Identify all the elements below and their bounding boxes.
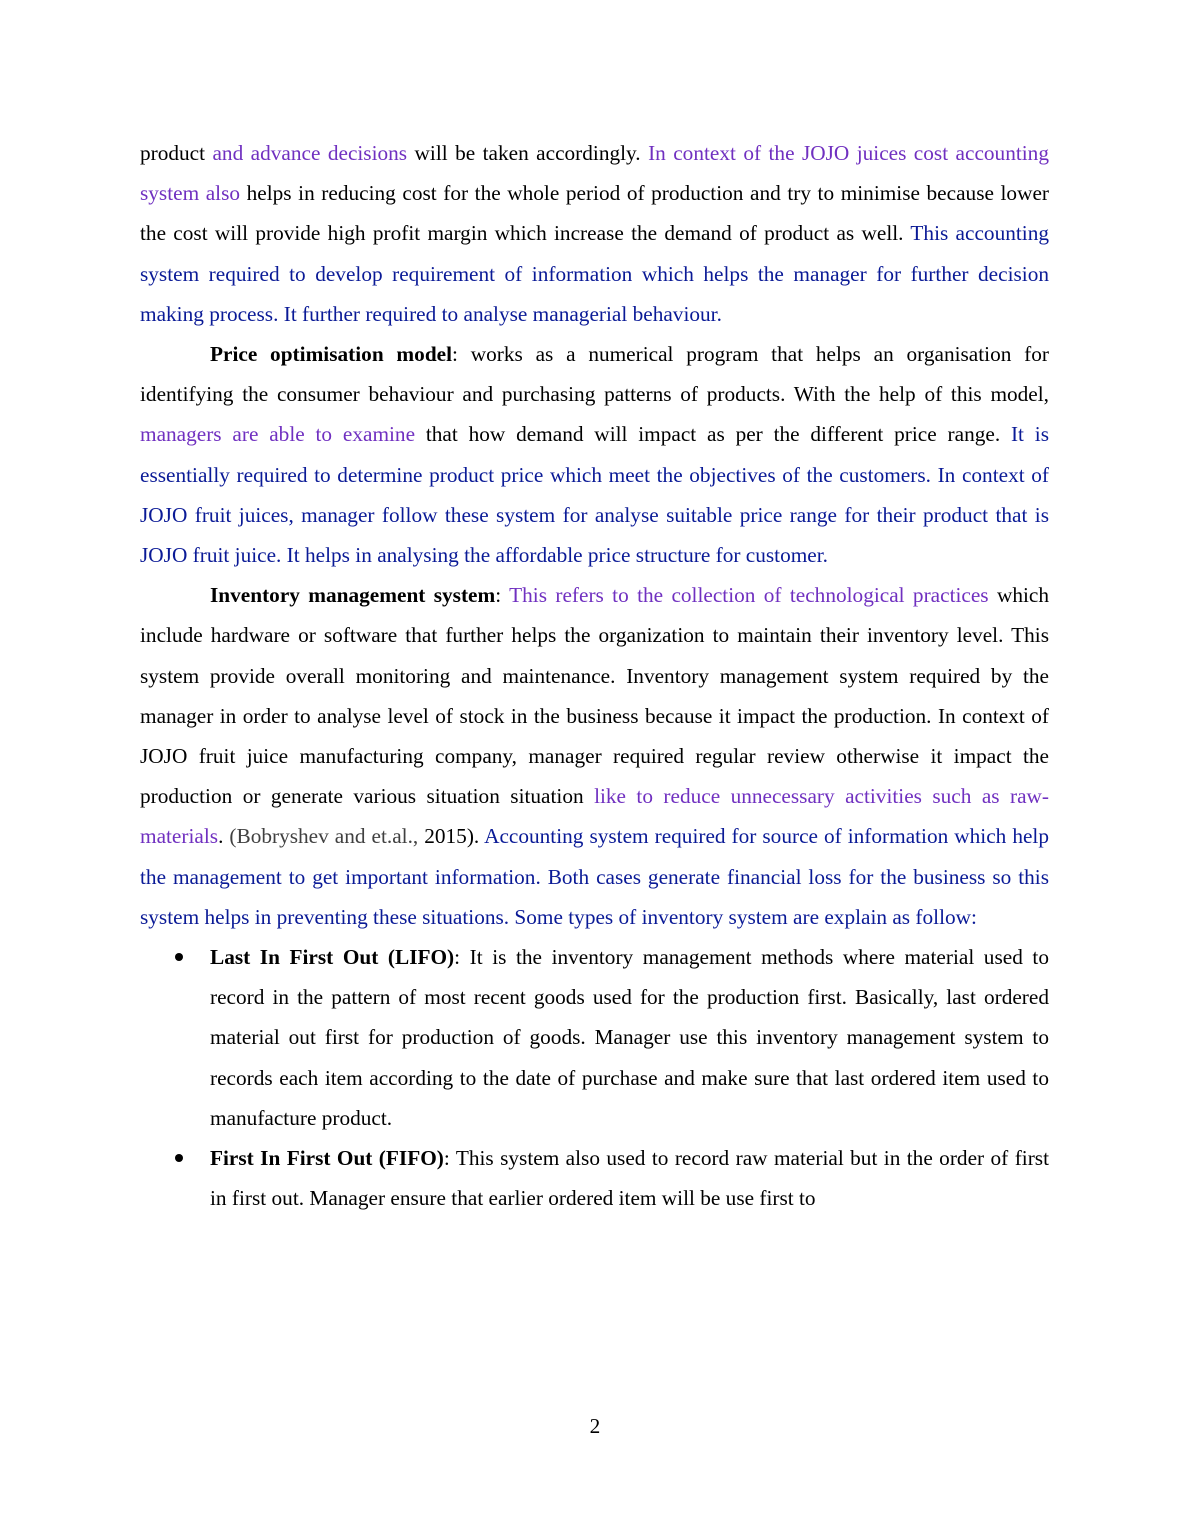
list-item-lifo: Last In First Out (LIFO): It is the inventory management methods where material used to record in the pattern of most recent goods used for the production first. Basically, last ordered material out first for production of goods. Manager use this inventory management system to records each item according to the date of purchase and make sure that last ordered item used to manufacture product. [140, 937, 1049, 1138]
paragraph-price-optimisation: Price optimisation model: works as a numerical program that helps an organisation for identifying the consumer behaviour and purchasing patterns of products. With the help of this model, managers are able to examine that how demand will impact as per the different price range. It is essentially required to determine product price which meet the objectives of the customers. In context of JOJO fruit juices, manager follow these system for analyse suitable price range for their product that is JOJO fruit juice. It helps in analysing the affordable price structure for customer. [140, 342, 1049, 568]
bullet-icon [175, 953, 183, 961]
inventory-methods-list [140, 937, 1049, 1218]
paragraph-inventory-management: Inventory management system: This refers to the collection of technological practices which include hardware or software that further helps the organization to maintain their inventory level. This system provide overall monitoring and maintenance. Inventory management system required by the manager in order to analyse level of stock in the business because it impact the production. In context of JOJO fruit juice manufacturing company, manager required regular review otherwise it impact the production or generate various situation situation like to reduce unnecessary activities such as raw-materials. (Bobryshev and et.al., 2015). Accounting system required for source of information which help the management to get important information. Both cases generate financial loss for the business so this system helps in preventing these situations. Some types of inventory system are explain as follow: [140, 583, 1050, 929]
bullet-icon [175, 1154, 183, 1162]
heading-price-optimisation-model: Price optimisation model [210, 342, 453, 367]
paragraph-intro: product and advance decisions will be taken accordingly. In context of the JOJO juices cost accounting system also helps in reducing cost for the whole period of production and try to minimise because lower the cost will provide high profit margin which increase the demand of product as well. This accounting system required to develop requirement of information which helps the manager for further decision making process. It further required to analyse managerial behaviour. [140, 141, 1049, 326]
list-item-fifo: First In First Out (FIFO): This system also used to record raw material but in the order of first in first out. Manager ensure that earlier ordered item will be use first to [140, 1138, 1049, 1218]
document-body [140, 133, 1049, 1218]
heading-inventory-management-system: Inventory management system [210, 583, 496, 608]
citation: (Bobryshev and et.al., [229, 824, 419, 849]
page-number: 2 [589, 1414, 601, 1438]
